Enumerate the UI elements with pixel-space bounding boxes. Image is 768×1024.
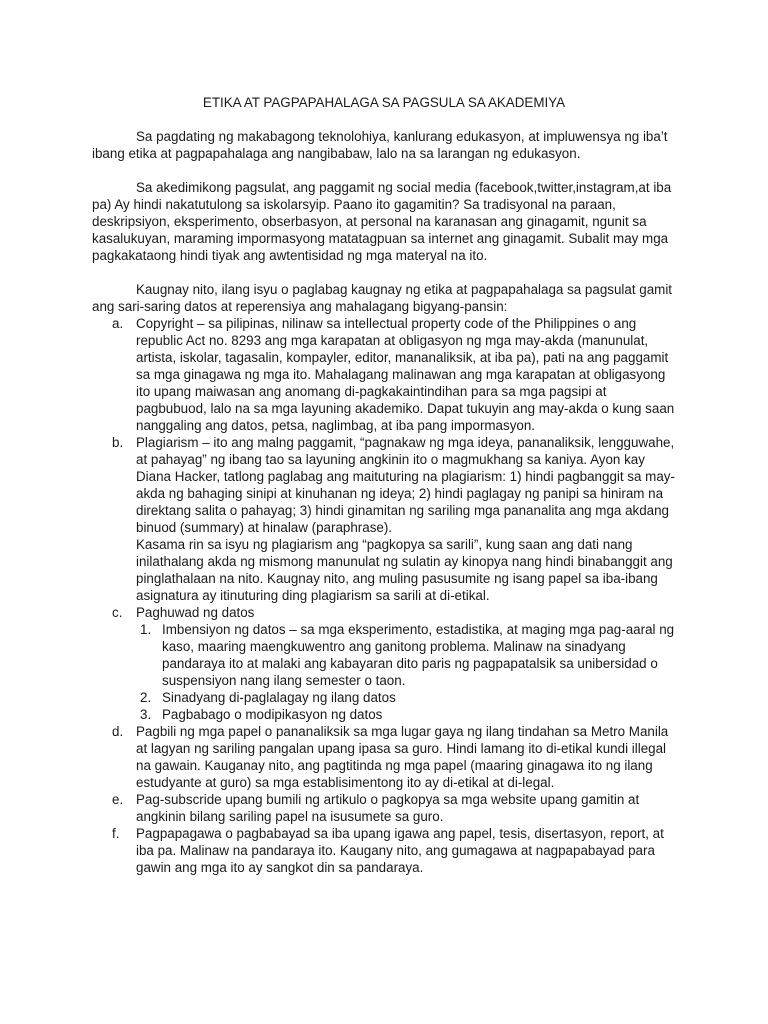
list-item-d	[92, 723, 676, 791]
list-item-text: Pagpapagawa o pagbabayad sa iba upang igawa ang papel, tesis, disertasyon, report, at iba pa. Malinaw na pandaraya ito. Kaugany nito, ang gumagawa at nagpapabayad para gawin ang mga ito ay sangkot din sa pandaraya.	[136, 826, 664, 875]
list-item-b	[92, 434, 676, 604]
sub-list	[136, 621, 676, 723]
sub-list-marker: 1.	[140, 622, 152, 637]
list-item-e	[92, 791, 676, 825]
list-item-c	[92, 604, 676, 723]
list-marker: b.	[112, 435, 124, 450]
sub-list-marker: 3.	[140, 707, 152, 722]
list-item-extra-text: Kasama rin sa isyu ng plagiarism ang “pagkopya sa sarili”, kung saan ang dati nang inilathalang akda ng mismong manunulat ng sulatin ay kinopya nang hindi binabanggit ang pinglathalaan na nito. Kaugnay nito, ang muling pasusumite ng isang papel sa iba-ibang asignatura ay itinuturing ding plagiarism sa sarili at di-etikal.	[136, 537, 673, 603]
sub-list-item-text: Imbensiyon ng datos – sa mga eksperimento, estadistika, at maging mga pag-aaral ng kaso, maaring maengkuwentro ang ganitong problema. Malinaw na sinadyang pandaraya ito at malaki ang kabayaran dito paris ng pagpapatalsik sa unibersidad o suspensiyon nang ilang semester o taon.	[162, 622, 675, 688]
list-item-text: Pagbili ng mga papel o pananaliksik sa mga lugar gaya ng ilang tindahan sa Metro Manila at lagyan ng sariling pangalan upang ipasa sa guro. Hindi lamang ito di-etikal kundi illegal na gawain. Kauganay nito, ang pagtitinda ng mga papel (maaring ginagawa ito ng ilang estudyante at guro) sa mga establisimentong ito ay di-etikal at di-legal.	[136, 724, 669, 790]
list-item-text: Plagiarism – ito ang malng paggamit, “pagnakaw ng mga ideya, pananaliksik, lengguwahe, at pahayag” ng ibang tao sa layuning angkinin ito o magmukhang sa kaniya. Ayon kay Diana Hacker, tatlong paglabag ang maituturing na plagiarism: 1) hindi pagbanggit sa may-akda ng bahaging sinipi at kinuhanan ng ideya; 2) hindi paglagay ng panipi sa hiniram na direktang salita o pahayag; 3) hindi ginamitan ng sariling mga pananalita ang mga akdang binuod (summary) at hinalaw (paraphrase).	[136, 435, 675, 535]
intro-paragraph-3: Kaugnay nito, ilang isyu o paglabag kaugnay ng etika at pagpapahalaga sa pagsulat gamit ang sari-saring datos at reperensiya ang mahalagang bigyang-pansin:	[92, 282, 673, 314]
sub-list-marker: 2.	[140, 690, 152, 705]
sub-list-item-text: Sinadyang di-paglalagay ng ilang datos	[162, 690, 396, 705]
list-item-text: Copyright – sa pilipinas, nilinaw sa intellectual property code of the Philippines o ang republic Act no. 8293 ang mga karapatan at obligasyon ng mga may-akda (manunulat, artista, iskolar, tagasalin, kompayler, editor, mananaliksik, at iba pa), pati na ang paggamit sa mga ginagawa ng mga ito. Mahalagang malinawan ang mga karapatan at obligasyong ito upang maiwasan ang anomang di-pagkakaintindihan para sa mga pagsipi at pagbubuod, lalo na sa mga layuning akademiko. Dapat tukuyin ang may-akda o kung saan nanggaling ang datos, petsa, naglimbag, at iba pang impormasyon.	[136, 316, 675, 433]
list-marker: f.	[112, 826, 120, 841]
list-item-f	[92, 825, 676, 876]
list-marker: a.	[112, 316, 124, 331]
list-item-text: Paghuwad ng datos	[136, 605, 255, 620]
sub-list-item-2	[136, 689, 676, 706]
list-item-a	[92, 315, 676, 434]
intro-paragraph-2: Sa akedimikong pagsulat, ang paggamit ng social media (facebook,twitter,instagram,at iba pa) Ay hindi nakatutulong sa iskolarsyip. Paano ito gagamitin? Sa tradisyonal na paraan, deskripsiyon, eksperimento, obserbasyon, at personal na karanasan ang ginagamit, ngunit sa kasalukuyan, maraming impormasyong matatagpuan sa internet ang ginagamit. Subalit may mga pagkakataong hindi tiyak ang awtentisidad ng mga materyal na ito.	[92, 180, 672, 263]
list-marker: d.	[112, 724, 124, 739]
list-marker: c.	[112, 605, 123, 620]
list-item-text: Pag-subscride upang bumili ng artikulo o pagkopya sa mga website upang gamitin at angkinin bilang sariling papel na isusumete sa guro.	[136, 792, 640, 824]
sub-list-item-1	[136, 621, 676, 689]
list-marker: e.	[112, 792, 124, 807]
document-title: ETIKA AT PAGPAPAHALAGA SA PAGSULA SA AKADEMIYA	[202, 95, 566, 110]
sub-list-item-text: Pagbabago o modipikasyon ng datos	[162, 707, 383, 722]
sub-list-item-3	[136, 706, 676, 723]
issues-list	[92, 315, 676, 876]
intro-paragraph-1: Sa pagdating ng makabagong teknolohiya, kanlurang edukasyon, at impluwensya ng iba’t ibang etika at pagpapahalaga ang nangibabaw, lalo na sa larangan ng edukasyon.	[92, 129, 668, 161]
